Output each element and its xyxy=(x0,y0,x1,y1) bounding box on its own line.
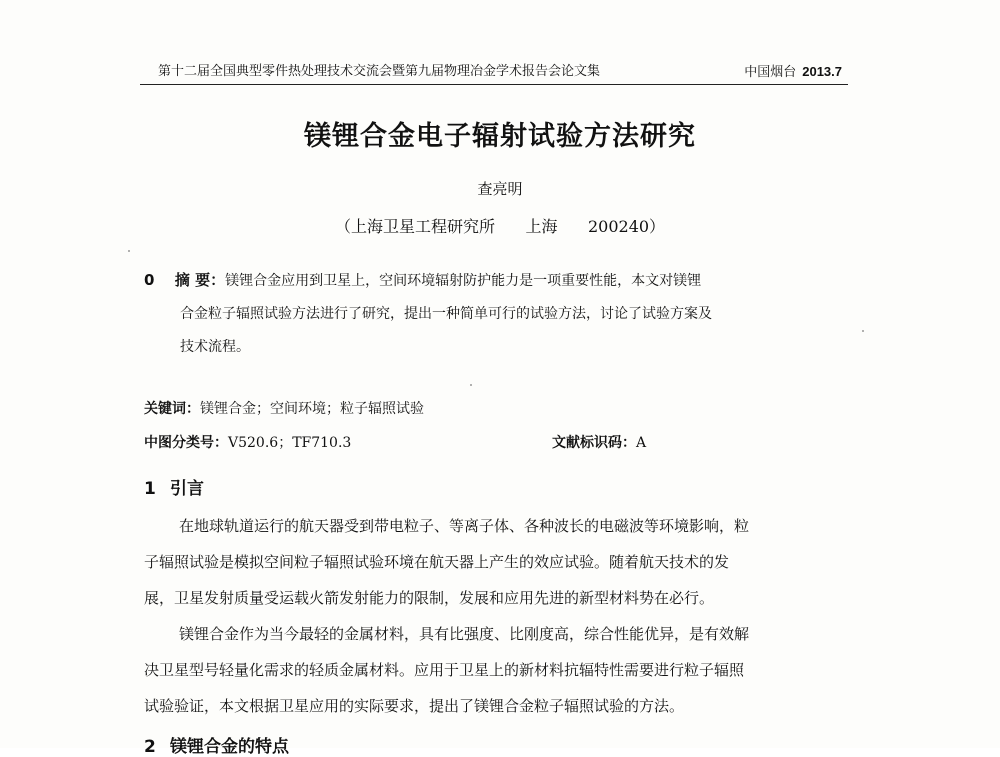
section-number: 2 xyxy=(144,737,156,757)
classification-label: 中图分类号： xyxy=(144,435,228,451)
document-code-value: A xyxy=(636,435,647,451)
scan-speck xyxy=(470,384,472,386)
running-header xyxy=(140,62,848,82)
abstract-block xyxy=(144,264,848,364)
document-code-line xyxy=(552,432,646,452)
keywords-line xyxy=(144,398,424,418)
paper-affiliation: （上海卫星工程研究所 上海 200240） xyxy=(334,217,666,236)
section-title: 镁锂合金的特点 xyxy=(170,737,289,757)
body-paragraph xyxy=(144,508,848,616)
header-rule xyxy=(140,84,848,85)
scan-speck xyxy=(128,250,130,252)
abstract-line: 技术流程。 xyxy=(180,339,250,355)
document-code-label: 文献标识码： xyxy=(552,435,636,451)
conference-place-date xyxy=(744,62,842,83)
paragraph-line: 镁锂合金作为当今最轻的金属材料，具有比强度、比刚度高，综合性能优异，是有效解 xyxy=(179,625,750,643)
abstract-label: 摘 要： xyxy=(174,271,226,289)
section-number: 1 xyxy=(144,479,156,499)
classification-value: V520.6；TF710.3 xyxy=(228,435,352,451)
abstract-line: 合金粒子辐照试验方法进行了研究，提出一种简单可行的试验方法，讨论了试验方案及 xyxy=(180,306,712,322)
paragraph-line: 决卫星型号轻量化需求的轻质金属材料。应用于卫星上的新材料抗辐特性需要进行粒子辐照 xyxy=(144,661,745,679)
keywords-value: 镁锂合金；空间环境；粒子辐照试验 xyxy=(200,401,424,417)
paragraph-line: 试验验证，本文根据卫星应用的实际要求，提出了镁锂合金粒子辐照试验的方法。 xyxy=(144,697,685,715)
paragraph-line: 在地球轨道运行的航天器受到带电粒子、等离子体、各种波长的电磁波等环境影响，粒 xyxy=(179,517,750,535)
abstract-line: 镁锂合金应用到卫星上，空间环境辐射防护能力是一项重要性能，本文对镁锂 xyxy=(225,273,702,289)
classification-line xyxy=(144,432,351,452)
paragraph-line: 展，卫星发射质量受运载火箭发射能力的限制，发展和应用先进的新型材料势在必行。 xyxy=(144,589,715,607)
scan-speck xyxy=(862,330,864,332)
abstract-number: 0 xyxy=(144,271,155,289)
section-title: 引言 xyxy=(170,479,204,499)
section-heading xyxy=(144,732,289,757)
section-heading xyxy=(144,474,204,499)
paper-author: 查亮明 xyxy=(477,180,523,198)
paragraph-line: 子辐照试验是模拟空间粒子辐照试验环境在航天器上产生的效应试验。随着航天技术的发 xyxy=(144,553,730,571)
conference-place: 中国烟台 xyxy=(744,65,797,80)
conference-series-title: 第十二届全国典型零件热处理技术交流会暨第九届物理冶金学术报告会论文集 xyxy=(158,64,601,79)
body-paragraph xyxy=(144,616,848,724)
keywords-label: 关键词： xyxy=(144,401,200,417)
conference-year: 2013.7 xyxy=(802,64,842,79)
paper-title: 镁锂合金电子辐射试验方法研究 xyxy=(304,121,696,152)
